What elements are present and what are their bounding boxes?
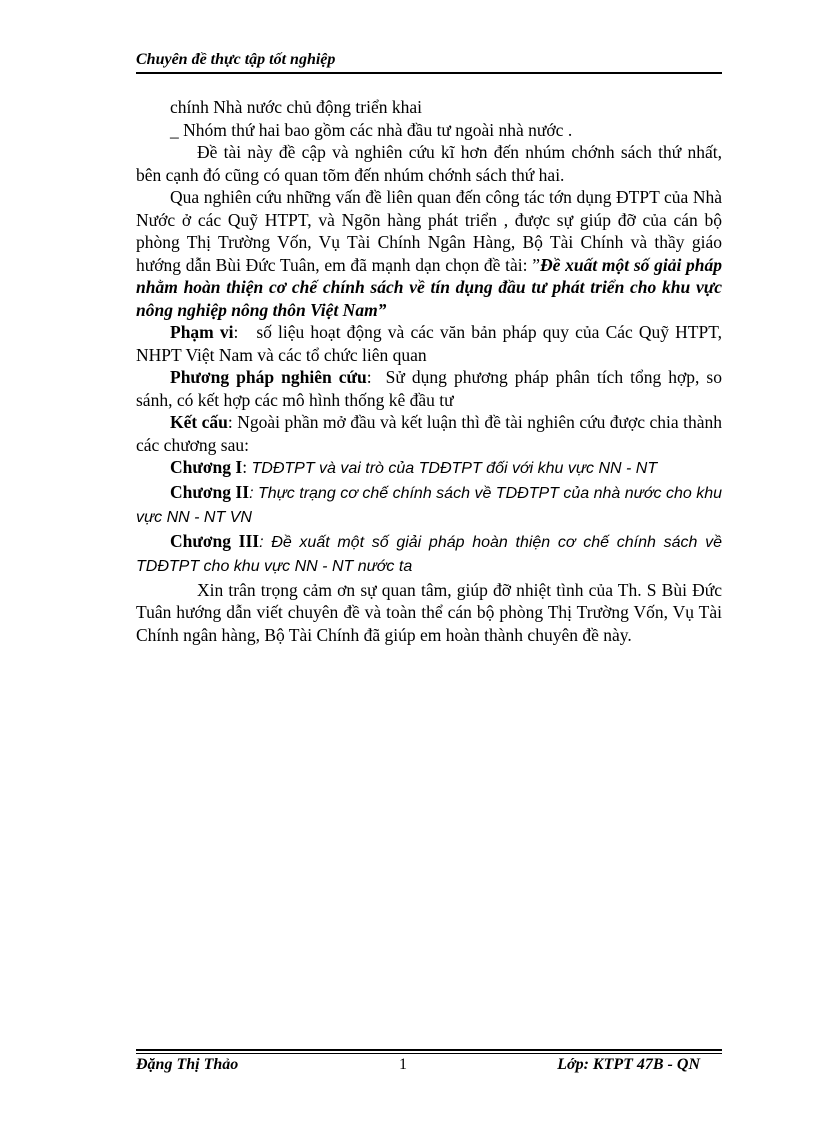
- structure-paragraph: [136, 411, 722, 456]
- page-number: 1: [399, 1056, 407, 1073]
- structure-label: Kết cấu: [170, 412, 228, 432]
- method-text: Sử dụng phương pháp phân tích tổng hợp, so sánh, có kết hợp các mô hình thống kê đầu tư: [136, 367, 722, 410]
- footer-rule-thick: [136, 1049, 722, 1051]
- chapter-1-label: Chương I: [170, 457, 243, 477]
- document-body: [136, 96, 722, 646]
- method-paragraph: Phương pháp nghiên cứu: Sử dụng phương pháp phân tích tổng hợp, so sánh, có kết hợp các mô hình thống kê đầu tư: [136, 367, 722, 410]
- footer-author: Đặng Thị Thảo: [136, 1056, 239, 1073]
- header-rule: [136, 72, 722, 74]
- paragraph-4: [136, 186, 722, 321]
- scope-label: Phạm vi: [170, 322, 234, 342]
- chapter-3: Chương III: Đề xuất một số giải pháp hoàn thiện cơ chế chính sách về TDĐTPT cho khu vực NN - NT nước ta: [136, 530, 723, 575]
- research-topic: Đề xuất một số giải pháp nhằm hoàn thiện cơ chế chính sách về tín dụng đầu tư phát triển cho khu vực nông nghiệp nông thôn Việt Nam”: [136, 254, 722, 320]
- paragraph-4-text: Qua nghiên cứu những vấn đề liên quan đến công tác tớn dụng ĐTPT của Nhà Nước ở các Quỹ HTPT, và Ngõn hàng phát triển , được sự giúp đỡ của cán bộ phòng Thị Trường Vốn, Vụ Tài Chính Ngân Hàng, Bộ Tài Chính và thầy giáo hướng dẫn Bùi Đức Tuân, em đã mạnh dạn chọn đề tài: ”: [136, 187, 722, 275]
- structure-text: : Ngoài phần mở đầu và kết luận thì đề tài nghiên cứu được chia thành các chương sau:: [136, 412, 722, 455]
- chapter-1: Chương I: TDĐTPT và vai trò của TDĐTPT đối với khu vực NN - NT: [170, 457, 658, 477]
- scope-paragraph: Phạm vi: số liệu hoạt động và các văn bản pháp quy của Các Quỹ HTPT, NHPT Việt Nam và các tổ chức liên quan: [136, 322, 722, 365]
- chapter-2-label: Chương II: [170, 481, 250, 502]
- chapter-3-label: Chương III: [170, 530, 260, 551]
- paragraph-3: Đề tài này đề cập và nghiên cứu kĩ hơn đến nhúm chớnh sách thứ nhất, bên cạnh đó cũng có quan tõm đến nhúm chớnh sách thứ hai.: [136, 142, 722, 185]
- header-title: Chuyên đề thực tập tốt nghiệp: [136, 51, 336, 68]
- chapter-2: Chương II: Thực trạng cơ chế chính sách về TDĐTPT của nhà nước cho khu vực NN - NT VN: [136, 481, 723, 526]
- page-header: [136, 50, 722, 70]
- footer-class-info: Lớp: KTPT 47B - QN: [557, 1056, 700, 1073]
- acknowledgement: Xin trân trọng cảm ơn sự quan tâm, giúp đỡ nhiệt tình của Th. S Bùi Đức Tuân hướng dẫn viết chuyên đề và toàn thể cán bộ phòng Thị Trường Vốn, Vụ Tài Chính ngân hàng, Bộ Tài Chính đã giúp em hoàn thành chuyên đề này.: [136, 579, 722, 645]
- chapter-3-title: Đề xuất một số giải pháp hoàn thiện cơ chế chính sách về TDĐTPT cho khu vực NN - NT nước ta: [136, 533, 723, 575]
- paragraph-2: _ Nhóm thứ hai bao gồm các nhà đầu tư ngoài nhà nước .: [170, 119, 573, 140]
- footer-rule-thin: [136, 1053, 722, 1054]
- paragraph-1: chính Nhà nước chủ động triển khai: [170, 97, 423, 117]
- method-label: Phương pháp nghiên cứu: [170, 367, 367, 387]
- chapter-1-title: TDĐTPT và vai trò của TDĐTPT đối với khu vực NN - NT: [251, 460, 658, 477]
- scope-text: số liệu hoạt động và các văn bản pháp quy của Các Quỹ HTPT, NHPT Việt Nam và các tổ chức liên quan: [136, 322, 722, 365]
- chapter-2-title: Thực trạng cơ chế chính sách về TDĐTPT của nhà nước cho khu vực NN - NT VN: [136, 484, 723, 526]
- page-footer: [136, 1056, 722, 1076]
